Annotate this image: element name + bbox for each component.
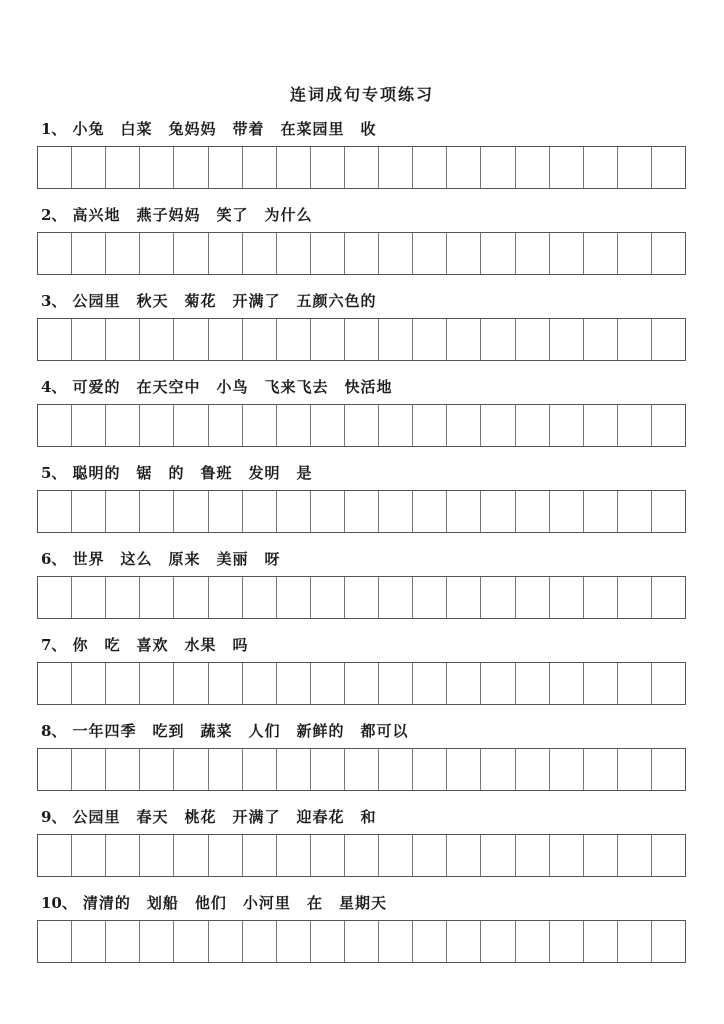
answer-cell[interactable] (550, 233, 584, 274)
answer-cell[interactable] (140, 319, 174, 360)
answer-cell[interactable] (550, 147, 584, 188)
answer-cell[interactable] (174, 319, 208, 360)
answer-cell[interactable] (106, 147, 140, 188)
answer-cell[interactable] (174, 577, 208, 618)
word-chip: 和 (360, 808, 377, 826)
word-chip: 世界 (72, 550, 105, 568)
word-chip: 飞来飞去 (264, 378, 329, 396)
answer-cell[interactable] (618, 233, 652, 274)
exercise-number: 4、 (41, 378, 67, 396)
answer-cell[interactable] (447, 835, 481, 876)
answer-cell[interactable] (447, 491, 481, 532)
answer-cell[interactable] (38, 921, 72, 962)
answer-cell[interactable] (447, 577, 481, 618)
answer-cell[interactable] (481, 147, 515, 188)
exercise-prompt (41, 719, 425, 743)
answer-cell[interactable] (243, 921, 277, 962)
answer-cell[interactable] (652, 921, 685, 962)
answer-cell[interactable] (209, 233, 243, 274)
answer-cell[interactable] (106, 921, 140, 962)
answer-cell[interactable] (550, 491, 584, 532)
answer-cell[interactable] (209, 319, 243, 360)
answer-cell[interactable] (584, 491, 618, 532)
word-chip: 在 (306, 894, 323, 912)
word-chip: 划船 (146, 894, 179, 912)
answer-cell[interactable] (516, 921, 550, 962)
answer-cell[interactable] (209, 147, 243, 188)
answer-cell[interactable] (584, 233, 618, 274)
answer-cell[interactable] (38, 405, 72, 446)
answer-cell[interactable] (243, 491, 277, 532)
answer-cell[interactable] (72, 577, 106, 618)
answer-cell[interactable] (550, 319, 584, 360)
answer-cell[interactable] (379, 233, 413, 274)
word-chip: 小河里 (242, 894, 291, 912)
word-chip: 锯 (136, 464, 153, 482)
answer-cell[interactable] (311, 835, 345, 876)
answer-cell[interactable] (618, 835, 652, 876)
answer-cell[interactable] (379, 147, 413, 188)
answer-cell[interactable] (140, 147, 174, 188)
answer-cell[interactable] (209, 577, 243, 618)
answer-cell[interactable] (72, 921, 106, 962)
answer-cell[interactable] (38, 663, 72, 704)
exercise-prompt (41, 547, 297, 571)
answer-cell[interactable] (516, 319, 550, 360)
answer-cell[interactable] (618, 319, 652, 360)
answer-cell[interactable] (584, 147, 618, 188)
exercise-number: 2、 (41, 206, 67, 224)
answer-cell[interactable] (379, 663, 413, 704)
answer-cell[interactable] (140, 663, 174, 704)
exercise-number: 1、 (41, 120, 67, 138)
answer-grid (37, 576, 686, 619)
exercise-prompt (41, 289, 393, 313)
answer-cell[interactable] (516, 147, 550, 188)
answer-cell[interactable] (345, 835, 379, 876)
exercise-prompt (41, 375, 409, 399)
word-chip: 在天空中 (136, 378, 201, 396)
exercise-number: 3、 (41, 292, 67, 310)
answer-cell[interactable] (413, 319, 447, 360)
word-chip: 快活地 (344, 378, 393, 396)
word-chip: 在菜园里 (280, 120, 345, 138)
word-chip: 原来 (168, 550, 201, 568)
answer-cell[interactable] (345, 319, 379, 360)
word-chip: 蔬菜 (200, 722, 233, 740)
word-chip: 燕子妈妈 (136, 206, 201, 224)
answer-cell[interactable] (38, 491, 72, 532)
answer-cell[interactable] (447, 319, 481, 360)
answer-cell[interactable] (652, 233, 685, 274)
answer-cell[interactable] (345, 233, 379, 274)
word-chip: 桃花 (184, 808, 217, 826)
answer-cell[interactable] (72, 749, 106, 790)
answer-cell[interactable] (618, 663, 652, 704)
answer-cell[interactable] (447, 233, 481, 274)
answer-cell[interactable] (652, 319, 685, 360)
exercise-prompt (41, 805, 393, 829)
word-chip: 吃 (104, 636, 121, 654)
answer-cell[interactable] (140, 835, 174, 876)
answer-cell[interactable] (106, 491, 140, 532)
answer-cell[interactable] (481, 491, 515, 532)
word-chip: 吃到 (152, 722, 185, 740)
answer-cell[interactable] (550, 663, 584, 704)
exercise-number: 5、 (41, 464, 67, 482)
answer-cell[interactable] (584, 319, 618, 360)
word-chip: 春天 (136, 808, 169, 826)
word-chip: 清清的 (82, 894, 131, 912)
word-chip: 小兔 (72, 120, 105, 138)
answer-cell[interactable] (652, 835, 685, 876)
answer-cell[interactable] (379, 749, 413, 790)
answer-cell[interactable] (140, 577, 174, 618)
answer-cell[interactable] (209, 749, 243, 790)
answer-cell[interactable] (311, 663, 345, 704)
word-chip: 开满了 (232, 292, 281, 310)
answer-cell[interactable] (618, 405, 652, 446)
answer-cell[interactable] (106, 405, 140, 446)
word-chip: 吗 (232, 636, 249, 654)
answer-cell[interactable] (413, 405, 447, 446)
answer-cell[interactable] (447, 405, 481, 446)
answer-cell[interactable] (516, 491, 550, 532)
answer-cell[interactable] (447, 147, 481, 188)
answer-cell[interactable] (516, 749, 550, 790)
answer-cell[interactable] (174, 233, 208, 274)
answer-cell[interactable] (72, 663, 106, 704)
answer-cell[interactable] (38, 319, 72, 360)
answer-cell[interactable] (209, 491, 243, 532)
answer-cell[interactable] (652, 749, 685, 790)
exercise-number: 10、 (41, 894, 77, 912)
answer-cell[interactable] (140, 921, 174, 962)
answer-cell[interactable] (413, 749, 447, 790)
answer-grid (37, 146, 686, 189)
answer-cell[interactable] (38, 749, 72, 790)
answer-cell[interactable] (447, 663, 481, 704)
answer-cell[interactable] (481, 921, 515, 962)
answer-cell[interactable] (38, 835, 72, 876)
answer-cell[interactable] (652, 491, 685, 532)
answer-cell[interactable] (277, 491, 311, 532)
word-chip: 你 (72, 636, 89, 654)
answer-grid (37, 490, 686, 533)
answer-cell[interactable] (243, 319, 277, 360)
word-chip: 呀 (264, 550, 281, 568)
answer-cell[interactable] (209, 663, 243, 704)
answer-cell[interactable] (277, 921, 311, 962)
answer-cell[interactable] (174, 147, 208, 188)
answer-cell[interactable] (379, 835, 413, 876)
answer-cell[interactable] (584, 577, 618, 618)
answer-cell[interactable] (413, 147, 447, 188)
answer-cell[interactable] (652, 577, 685, 618)
answer-cell[interactable] (413, 921, 447, 962)
answer-cell[interactable] (72, 491, 106, 532)
answer-cell[interactable] (243, 405, 277, 446)
answer-grid (37, 920, 686, 963)
answer-cell[interactable] (311, 319, 345, 360)
answer-cell[interactable] (140, 749, 174, 790)
answer-cell[interactable] (413, 233, 447, 274)
answer-cell[interactable] (379, 577, 413, 618)
answer-cell[interactable] (345, 405, 379, 446)
answer-cell[interactable] (413, 835, 447, 876)
answer-cell[interactable] (345, 749, 379, 790)
exercise-prompt (41, 891, 403, 915)
exercise-number: 6、 (41, 550, 67, 568)
answer-cell[interactable] (481, 405, 515, 446)
answer-cell[interactable] (447, 921, 481, 962)
answer-cell[interactable] (106, 749, 140, 790)
answer-cell[interactable] (311, 405, 345, 446)
word-chip: 小鸟 (216, 378, 249, 396)
answer-cell[interactable] (379, 319, 413, 360)
answer-cell[interactable] (174, 405, 208, 446)
answer-cell[interactable] (277, 835, 311, 876)
answer-cell[interactable] (413, 577, 447, 618)
word-chip: 公园里 (72, 808, 121, 826)
answer-cell[interactable] (72, 835, 106, 876)
answer-cell[interactable] (243, 749, 277, 790)
answer-cell[interactable] (174, 921, 208, 962)
answer-cell[interactable] (481, 663, 515, 704)
exercise-number: 8、 (41, 722, 67, 740)
answer-cell[interactable] (140, 491, 174, 532)
word-chip: 兔妈妈 (168, 120, 217, 138)
answer-cell[interactable] (618, 491, 652, 532)
answer-cell[interactable] (652, 147, 685, 188)
answer-cell[interactable] (38, 233, 72, 274)
answer-cell[interactable] (550, 835, 584, 876)
answer-grid (37, 318, 686, 361)
answer-grid (37, 662, 686, 705)
answer-cell[interactable] (516, 233, 550, 274)
exercise-prompt (41, 117, 393, 141)
answer-cell[interactable] (618, 921, 652, 962)
answer-cell[interactable] (516, 405, 550, 446)
answer-cell[interactable] (584, 835, 618, 876)
word-chip: 白菜 (120, 120, 153, 138)
word-chip: 水果 (184, 636, 217, 654)
answer-cell[interactable] (72, 147, 106, 188)
answer-cell[interactable] (413, 491, 447, 532)
exercise-prompt (41, 461, 329, 485)
word-chip: 他们 (194, 894, 227, 912)
answer-cell[interactable] (209, 405, 243, 446)
word-chip: 高兴地 (72, 206, 121, 224)
answer-cell[interactable] (209, 921, 243, 962)
answer-cell[interactable] (72, 319, 106, 360)
word-chip: 公园里 (72, 292, 121, 310)
answer-cell[interactable] (652, 405, 685, 446)
word-chip: 收 (360, 120, 377, 138)
answer-cell[interactable] (516, 835, 550, 876)
answer-cell[interactable] (311, 147, 345, 188)
answer-cell[interactable] (277, 749, 311, 790)
exercise-number: 7、 (41, 636, 67, 654)
answer-cell[interactable] (106, 835, 140, 876)
answer-cell[interactable] (174, 491, 208, 532)
answer-cell[interactable] (277, 577, 311, 618)
answer-cell[interactable] (38, 147, 72, 188)
word-chip: 开满了 (232, 808, 281, 826)
page-title: 连词成句专项练习 (289, 85, 434, 104)
answer-cell[interactable] (550, 749, 584, 790)
exercise-number: 9、 (41, 808, 67, 826)
answer-cell[interactable] (277, 319, 311, 360)
answer-cell[interactable] (481, 233, 515, 274)
answer-cell[interactable] (516, 577, 550, 618)
word-chip: 聪明的 (72, 464, 121, 482)
answer-cell[interactable] (584, 663, 618, 704)
answer-cell[interactable] (277, 405, 311, 446)
answer-cell[interactable] (379, 491, 413, 532)
answer-cell[interactable] (243, 577, 277, 618)
answer-cell[interactable] (243, 233, 277, 274)
word-chip: 发明 (248, 464, 281, 482)
answer-cell[interactable] (447, 749, 481, 790)
answer-cell[interactable] (413, 663, 447, 704)
answer-cell[interactable] (106, 233, 140, 274)
answer-cell[interactable] (618, 749, 652, 790)
answer-cell[interactable] (243, 835, 277, 876)
word-chip: 笑了 (216, 206, 249, 224)
answer-cell[interactable] (311, 491, 345, 532)
word-chip: 是 (296, 464, 313, 482)
answer-cell[interactable] (481, 835, 515, 876)
exercise-prompt (41, 633, 265, 657)
answer-cell[interactable] (345, 147, 379, 188)
answer-cell[interactable] (72, 233, 106, 274)
answer-cell[interactable] (72, 405, 106, 446)
word-chip: 秋天 (136, 292, 169, 310)
answer-cell[interactable] (174, 749, 208, 790)
answer-cell[interactable] (174, 835, 208, 876)
word-chip: 人们 (248, 722, 281, 740)
answer-cell[interactable] (106, 319, 140, 360)
word-chip: 星期天 (338, 894, 387, 912)
word-chip: 的 (168, 464, 185, 482)
answer-cell[interactable] (584, 749, 618, 790)
answer-cell[interactable] (481, 319, 515, 360)
answer-cell[interactable] (345, 921, 379, 962)
word-chip: 可爱的 (72, 378, 121, 396)
word-chip: 都可以 (360, 722, 409, 740)
answer-cell[interactable] (311, 577, 345, 618)
answer-cell[interactable] (345, 491, 379, 532)
word-chip: 五颜六色的 (296, 292, 377, 310)
answer-cell[interactable] (106, 577, 140, 618)
answer-cell[interactable] (311, 749, 345, 790)
answer-cell[interactable] (618, 147, 652, 188)
answer-cell[interactable] (550, 921, 584, 962)
answer-cell[interactable] (584, 405, 618, 446)
word-chip: 迎春花 (296, 808, 345, 826)
answer-cell[interactable] (379, 405, 413, 446)
answer-cell[interactable] (277, 233, 311, 274)
answer-cell[interactable] (209, 835, 243, 876)
answer-cell[interactable] (277, 147, 311, 188)
answer-cell[interactable] (550, 405, 584, 446)
answer-cell[interactable] (652, 663, 685, 704)
answer-cell[interactable] (243, 663, 277, 704)
answer-grid (37, 748, 686, 791)
answer-cell[interactable] (106, 663, 140, 704)
answer-grid (37, 404, 686, 447)
word-chip: 菊花 (184, 292, 217, 310)
answer-cell[interactable] (243, 147, 277, 188)
word-chip: 为什么 (264, 206, 313, 224)
answer-cell[interactable] (174, 663, 208, 704)
answer-cell[interactable] (311, 921, 345, 962)
answer-cell[interactable] (345, 577, 379, 618)
answer-cell[interactable] (550, 577, 584, 618)
answer-cell[interactable] (584, 921, 618, 962)
answer-cell[interactable] (618, 577, 652, 618)
word-chip: 一年四季 (72, 722, 137, 740)
word-chip: 带着 (232, 120, 265, 138)
answer-cell[interactable] (516, 663, 550, 704)
word-chip: 新鲜的 (296, 722, 345, 740)
word-chip: 美丽 (216, 550, 249, 568)
answer-cell[interactable] (277, 663, 311, 704)
word-chip: 喜欢 (136, 636, 169, 654)
answer-cell[interactable] (140, 405, 174, 446)
answer-cell[interactable] (345, 663, 379, 704)
answer-cell[interactable] (481, 749, 515, 790)
answer-grid (37, 834, 686, 877)
word-chip: 鲁班 (200, 464, 233, 482)
answer-grid (37, 232, 686, 275)
exercise-prompt (41, 203, 329, 227)
answer-cell[interactable] (481, 577, 515, 618)
answer-cell[interactable] (140, 233, 174, 274)
answer-cell[interactable] (38, 577, 72, 618)
answer-cell[interactable] (379, 921, 413, 962)
answer-cell[interactable] (311, 233, 345, 274)
word-chip: 这么 (120, 550, 153, 568)
